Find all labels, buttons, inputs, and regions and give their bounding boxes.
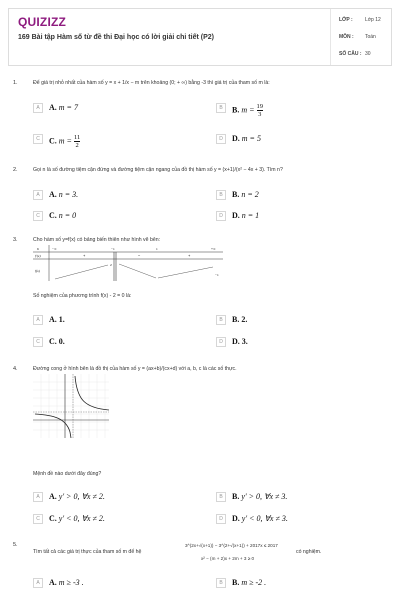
option-d[interactable] xyxy=(216,134,386,147)
option-text: B. n = 2 xyxy=(232,190,259,199)
option-text: C. 0. xyxy=(49,337,65,346)
meta-value: Toán xyxy=(365,34,376,40)
option-letter-box: C xyxy=(33,211,43,221)
option-text: B. m ≥ -2 . xyxy=(232,578,267,587)
table-f-mark: 2 xyxy=(110,263,112,267)
option-text: A. m = 7 xyxy=(49,103,78,112)
option-letter-box: C xyxy=(33,514,43,524)
option-text: B. 2. xyxy=(232,315,248,324)
option-text: A. 1. xyxy=(49,315,65,324)
option-b[interactable] xyxy=(216,315,386,328)
option-a[interactable] xyxy=(33,492,203,505)
question-subtext: Mệnh đề nào dưới đây đúng? xyxy=(33,471,102,477)
question-number: 1. xyxy=(13,80,18,86)
option-letter-box: D xyxy=(216,337,226,347)
option-a[interactable] xyxy=(33,103,203,116)
option-letter-box: C xyxy=(33,337,43,347)
fraction: $\frac{19}{3}$ xyxy=(256,103,264,118)
question-text: Để giá trị nhỏ nhất của hàm số y = x + 1/x − m trên khoảng (0; + ∞) bằng -3 thì giá trị của tham số m là: xyxy=(33,80,270,86)
function-graph xyxy=(33,374,109,438)
table-sign: + xyxy=(188,253,191,258)
option-letter-box: A xyxy=(33,492,43,502)
question-number: 5. xyxy=(13,542,18,548)
option-letter-box: B xyxy=(216,492,226,502)
option-text: C. n = 0 xyxy=(49,211,77,220)
system-inequality-2: x² − (m + 2)x + 2m + 3 ≥ 0 xyxy=(201,556,255,561)
table-f-mark: −1 xyxy=(215,273,219,277)
table-x-mark: +∞ xyxy=(211,247,216,251)
option-c[interactable] xyxy=(33,337,203,350)
option-text: C. y' < 0, ∀x ≠ 2. xyxy=(49,514,105,523)
option-letter-box: B xyxy=(216,315,226,325)
meta-value: 30 xyxy=(365,51,371,57)
option-b[interactable] xyxy=(216,190,386,203)
question-number: 4. xyxy=(13,366,18,372)
option-letter-box: D xyxy=(216,211,226,221)
fraction: $\frac{11}{2}$ xyxy=(73,134,81,149)
question-text: Tìm tất cả các giá trị thực của tham số m để hệ xyxy=(33,549,142,555)
question-text: Cho hàm số y=f(x) có bảng biến thiên như hình vẽ bên: xyxy=(33,237,161,243)
option-a[interactable] xyxy=(33,578,203,591)
option-text: D. n = 1 xyxy=(232,211,260,220)
option-c[interactable] xyxy=(33,514,203,527)
table-sign: + xyxy=(83,253,86,258)
table-x-mark: −∞ xyxy=(52,247,57,251)
option-a[interactable] xyxy=(33,315,203,328)
system-inequality-1: 3^(2x+√(x+1)) − 3^(2+√(x+1)) + 2017x ≤ 2017 xyxy=(185,543,278,548)
table-row-label: x xyxy=(37,246,39,251)
option-letter-box: C xyxy=(33,134,43,144)
option-letter-box: A xyxy=(33,578,43,588)
table-x-mark: −1 xyxy=(111,247,115,251)
question-number: 2. xyxy=(13,167,18,173)
option-letter-box: B xyxy=(216,190,226,200)
option-text: A. m ≥ -3 . xyxy=(49,578,84,587)
meta-key: MÔN : xyxy=(339,34,354,40)
meta-value: Lớp 12 xyxy=(365,17,381,23)
option-b[interactable] xyxy=(216,103,386,116)
option-text: C. m = $\frac{11}{2}$ xyxy=(49,134,81,149)
question-text: Gọi n là số đường tiệm cận đứng và đường tiệm cận ngang của đồ thị hàm số y = (x+1)/(x² − 4x + 3). Tìm n? xyxy=(33,167,283,173)
meta-key: SỐ CÂU : xyxy=(339,51,362,57)
option-letter-box: D xyxy=(216,514,226,524)
option-d[interactable] xyxy=(216,337,386,350)
table-sign: − xyxy=(138,253,141,258)
option-d[interactable] xyxy=(216,211,386,224)
option-c[interactable] xyxy=(33,211,203,224)
worksheet-meta xyxy=(330,9,393,65)
table-x-mark: 1 xyxy=(156,247,158,251)
option-letter-box: D xyxy=(216,134,226,144)
question-subtext: Số nghiệm của phương trình f(x) - 2 = 0 là: xyxy=(33,293,132,299)
option-a[interactable] xyxy=(33,190,203,203)
table-row-label: f(x) xyxy=(35,269,40,273)
question-text-end: có nghiệm. xyxy=(296,549,322,555)
question-number: 3. xyxy=(13,237,18,243)
option-letter-box: A xyxy=(33,315,43,325)
option-letter-box: A xyxy=(33,103,43,113)
option-text: D. 3. xyxy=(232,337,248,346)
worksheet-title: 169 Bài tập Hàm số từ đề thi Đại học có lời giải chi tiết (P2) xyxy=(18,34,214,41)
option-text: D. m = 5 xyxy=(232,134,261,143)
option-letter-box: B xyxy=(216,103,226,113)
option-b[interactable] xyxy=(216,492,386,505)
option-text: B. m = $\frac{19}{3}$ xyxy=(232,103,264,118)
option-letter-box: B xyxy=(216,578,226,588)
option-c[interactable] xyxy=(33,134,203,147)
quizizz-logo[interactable]: QUIZIZZ xyxy=(18,15,67,29)
option-text: A. n = 3. xyxy=(49,190,79,199)
variation-table xyxy=(33,245,223,281)
option-text: D. y' < 0, ∀x ≠ 3. xyxy=(232,514,288,523)
option-d[interactable] xyxy=(216,514,386,527)
question-text: Đường cong ở hình bên là đồ thị của hàm số y = (ax+b)/(cx+d) với a, b, c là các số thực. xyxy=(33,366,237,372)
option-letter-box: A xyxy=(33,190,43,200)
option-b[interactable] xyxy=(216,578,386,591)
table-row-label: f'(x) xyxy=(35,254,41,258)
option-text: B. y' > 0, ∀x ≠ 3. xyxy=(232,492,288,501)
worksheet-header xyxy=(8,8,392,66)
option-text: A. y' > 0, ∀x ≠ 2. xyxy=(49,492,105,501)
meta-key: LỚP : xyxy=(339,17,353,23)
